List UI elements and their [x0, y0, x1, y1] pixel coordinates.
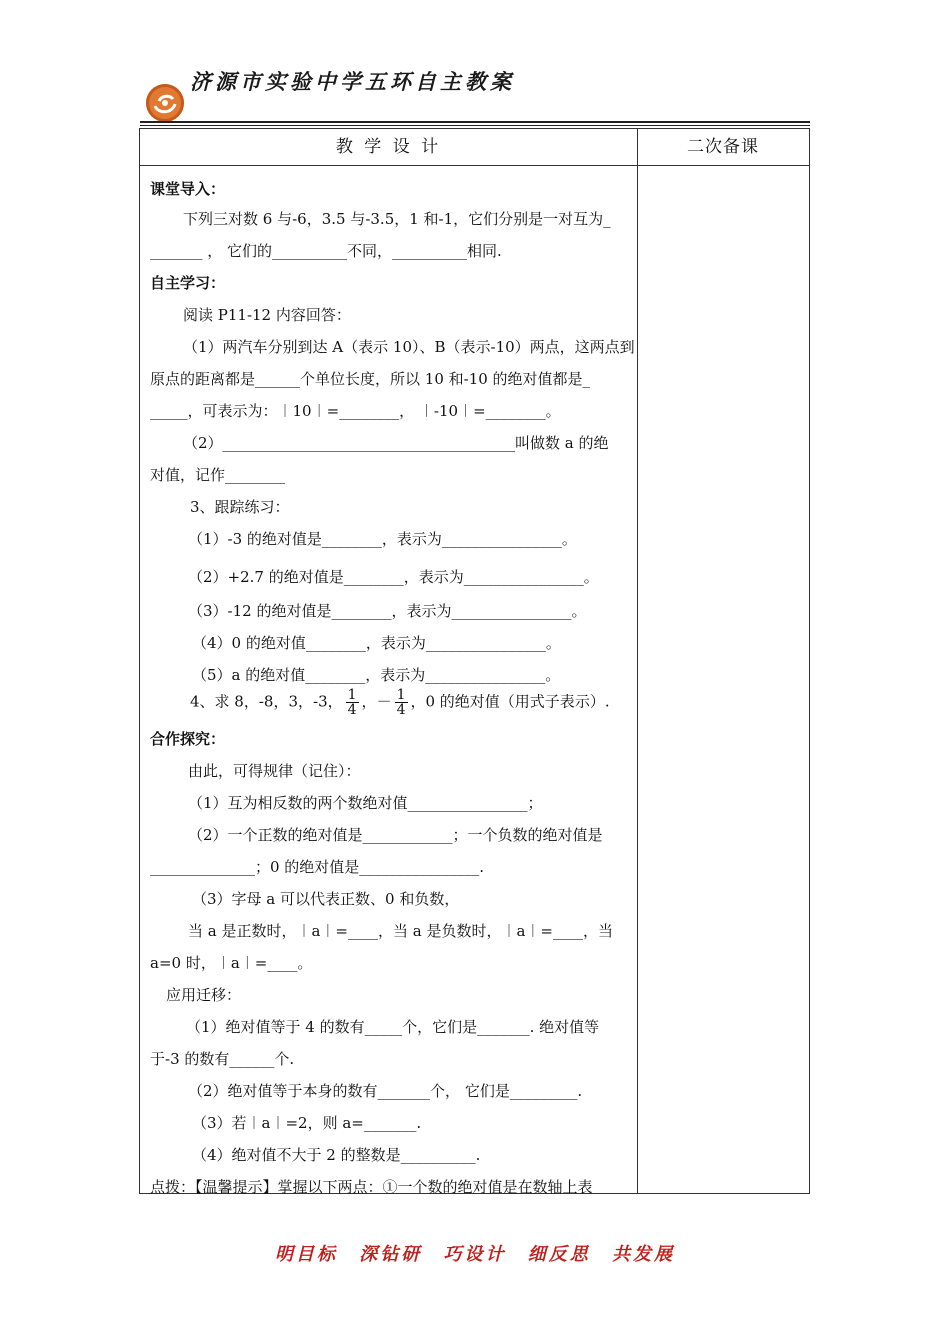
fraction-numerator: 1 — [396, 687, 406, 703]
column-title-second-prep: 二次备课 — [687, 137, 759, 157]
text-line: ______________；0 的绝对值是________________. — [150, 858, 485, 876]
exercise-item: （3）-12 的绝对值是________，表示为________________。 — [188, 602, 587, 620]
column-title-design: 教 学 设 计 — [335, 137, 442, 157]
school-logo-icon — [146, 84, 184, 122]
exercise-item: （2）+2.7 的绝对值是________，表示为________________。 — [188, 568, 599, 586]
text-line: 由此，可得规律（记住）： — [188, 762, 361, 780]
text-line: （1）两汽车分别到达 A（表示 10）、B（表示-10）两点，这两点到 — [183, 338, 635, 356]
header-rule-thin — [140, 125, 810, 126]
exercise-item: （1）-3 的绝对值是________，表示为________________。 — [188, 530, 577, 548]
hint-line: 点拨：【温馨提示】掌握以下两点：①一个数的绝对值是在数轴上表 — [150, 1178, 593, 1196]
text-line: 原点的距离都是______个单位长度，所以 10 和-10 的绝对值都是_ — [150, 370, 591, 388]
fraction-denominator: 4 — [396, 702, 406, 718]
text-line: 当 a 是正数时，︱a︱=____，当 a 是负数时，︱a︱=____，当 — [188, 922, 613, 940]
fraction-numerator: 1 — [347, 687, 357, 703]
slogan-item: 共发展 — [612, 1244, 676, 1265]
section-heading-application: 应用迁移： — [166, 986, 242, 1004]
page-footer-slogan — [0, 1240, 950, 1266]
text-line: _______ ， 它们的__________不同，__________相同. — [150, 242, 502, 260]
column-divider — [637, 129, 638, 1193]
exercise-item: （5）a 的绝对值________，表示为________________。 — [192, 666, 561, 684]
fraction-one-quarter-negative — [395, 688, 408, 717]
text-line: （1）绝对值等于 4 的数有_____个，它们是_______. 绝对值等 — [186, 1018, 600, 1036]
q4-prefix: 4、求 8，-8，3，-3， — [190, 692, 343, 711]
text-line: 于-3 的数有______个. — [150, 1050, 295, 1068]
slogan-item: 明目标 — [274, 1244, 338, 1265]
slogan-item: 巧设计 — [443, 1244, 507, 1265]
header-rule — [140, 121, 810, 123]
page-header — [140, 60, 810, 126]
text-line: （3）若︱a︱=2，则 a=_______. — [192, 1114, 422, 1132]
text-line: 下列三对数 6 与-6，3.5 与-3.5，1 和-1，它们分别是一对互为_ — [183, 210, 611, 228]
exercise-item: （4）0 的绝对值________，表示为________________。 — [192, 634, 561, 652]
text-line: （2）一个正数的绝对值是____________；一个负数的绝对值是 — [188, 826, 603, 844]
q4-separator: ， — [361, 692, 377, 711]
q4-suffix: ，0 的绝对值（用式子表示）. — [410, 692, 610, 711]
text-line: （1）互为相反数的两个数绝对值________________； — [188, 794, 543, 812]
text-line: a=0 时，︱a︱=____。 — [150, 954, 313, 972]
exercise-item-fractions — [190, 688, 610, 717]
q4-minus-sign: － — [376, 692, 392, 711]
fraction-denominator: 4 — [347, 702, 357, 718]
text-line: （3）字母 a 可以代表正数、0 和负数， — [192, 890, 460, 908]
text-line: （2）_______________________________________叫做数 a 的绝 — [183, 434, 609, 452]
text-line: 对值，记作________ — [150, 466, 286, 484]
text-line: _____，可表示为：︱10︱=________， ︱-10︱=________。 — [150, 402, 561, 420]
fraction-one-quarter — [346, 688, 359, 717]
section-heading-cooperation: 合作探究： — [150, 730, 226, 748]
slogan-item: 深钻研 — [359, 1244, 423, 1265]
section-heading-intro: 课堂导入： — [150, 180, 226, 198]
school-title: 济源市实验中学五环自主教案 — [190, 69, 515, 94]
text-line: 阅读 P11-12 内容回答： — [183, 306, 351, 324]
exercise-heading: 3、跟踪练习： — [190, 498, 290, 516]
header-row-divider — [140, 165, 809, 166]
section-heading-self-study: 自主学习： — [150, 274, 226, 292]
slogan-item: 细反思 — [527, 1244, 591, 1265]
text-line: （2）绝对值等于本身的数有_______个， 它们是_________. — [188, 1082, 583, 1100]
text-line: （4）绝对值不大于 2 的整数是__________. — [192, 1146, 481, 1164]
